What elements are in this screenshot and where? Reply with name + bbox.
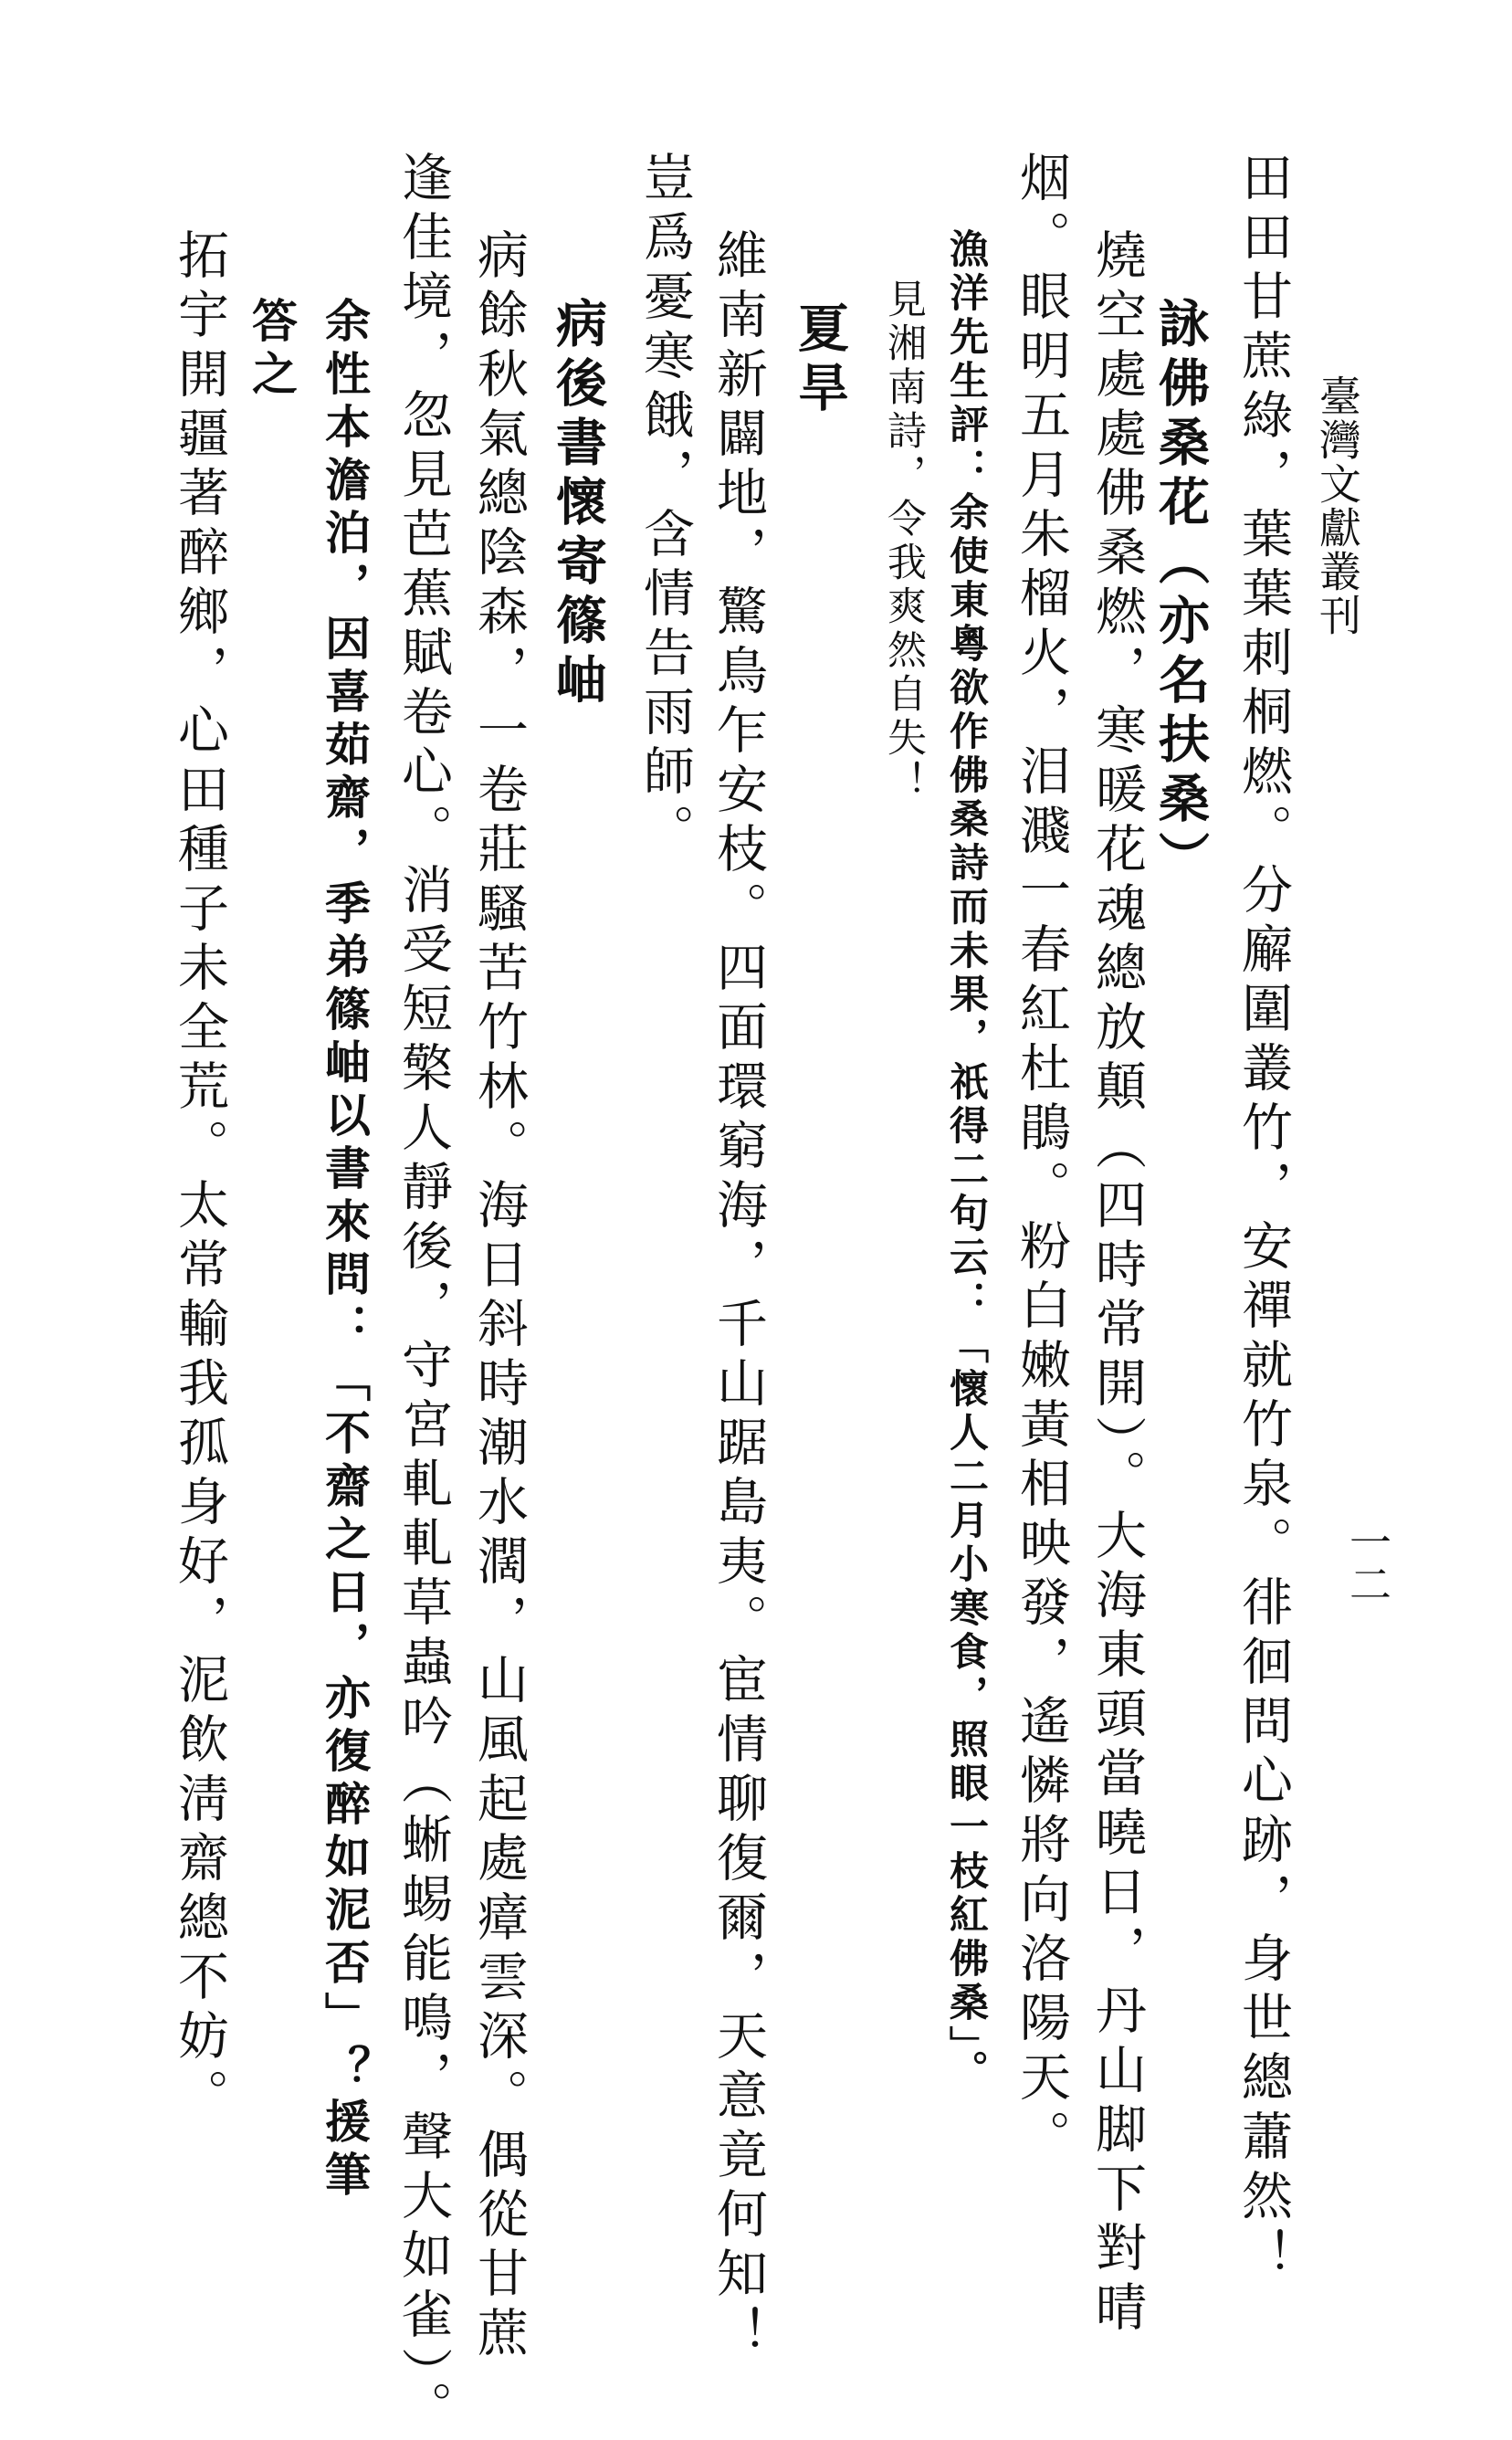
poem-line: 烟。眼明五月朱榴火，泪濺一春紅杜鵑。粉白嫩黃相映發，遙憐將向洛陽天。: [1012, 151, 1071, 2169]
page-number: 一二: [1343, 1520, 1392, 1604]
commentary-line: 漁洋先生評：余使東粵欲作佛桑詩而未果，祇得二句云：「懷人二月小寒食，照眼一枝紅佛桑」。: [943, 228, 989, 2094]
poem-line: 燒空處處佛桑燃，寒暖花魂總放顛（四時常開）。大海東頭當曉日，丹山脚下對晴: [1087, 228, 1147, 2340]
poem-title: 答之: [245, 297, 299, 403]
commentary-line: 見湘南詩，令我爽然自失！: [881, 279, 927, 805]
poem-title: 病後書懷寄篠岫: [548, 297, 608, 712]
poem-title: 夏旱: [790, 301, 850, 420]
poem-line: 逢佳境，忽見芭蕉賦卷心。消受短檠人靜後，守宮軋軋草蟲吟（蜥蜴能鳴，聲大如雀）。: [394, 151, 453, 2440]
poem-line: 田田甘蔗綠，葉葉刺桐燃。分廨圍叢竹，安禪就竹泉。徘徊問心跡，身世總蕭然！: [1234, 151, 1293, 2288]
poem-line: 病餘秋氣總陰森，一卷莊騷苦竹林。海日斜時潮水濶，山風起處瘴雲深。偶從甘蔗: [469, 228, 529, 2365]
poem-title: 詠佛桑花（亦名扶桑）: [1150, 297, 1211, 890]
poem-line: 豈爲憂寒餓，含情告雨師。: [635, 151, 695, 863]
running-title: 臺灣文獻叢刊: [1313, 374, 1362, 637]
poem-line: 拓宇開疆著醉鄉，心田種子未全荒。太常輸我孤身好，泥飲淸齋總不妨。: [170, 228, 229, 2128]
poem-line: 維南新闢地，驚鳥乍安枝。四面環窮海，千山踞島夷。宦情聊復爾，天意竟何知！: [709, 228, 768, 2365]
poem-title: 余性本澹泊，因喜茹齋，季弟篠岫以書來問：「不齋之日，亦復醉如泥否」？援筆: [318, 297, 372, 2203]
